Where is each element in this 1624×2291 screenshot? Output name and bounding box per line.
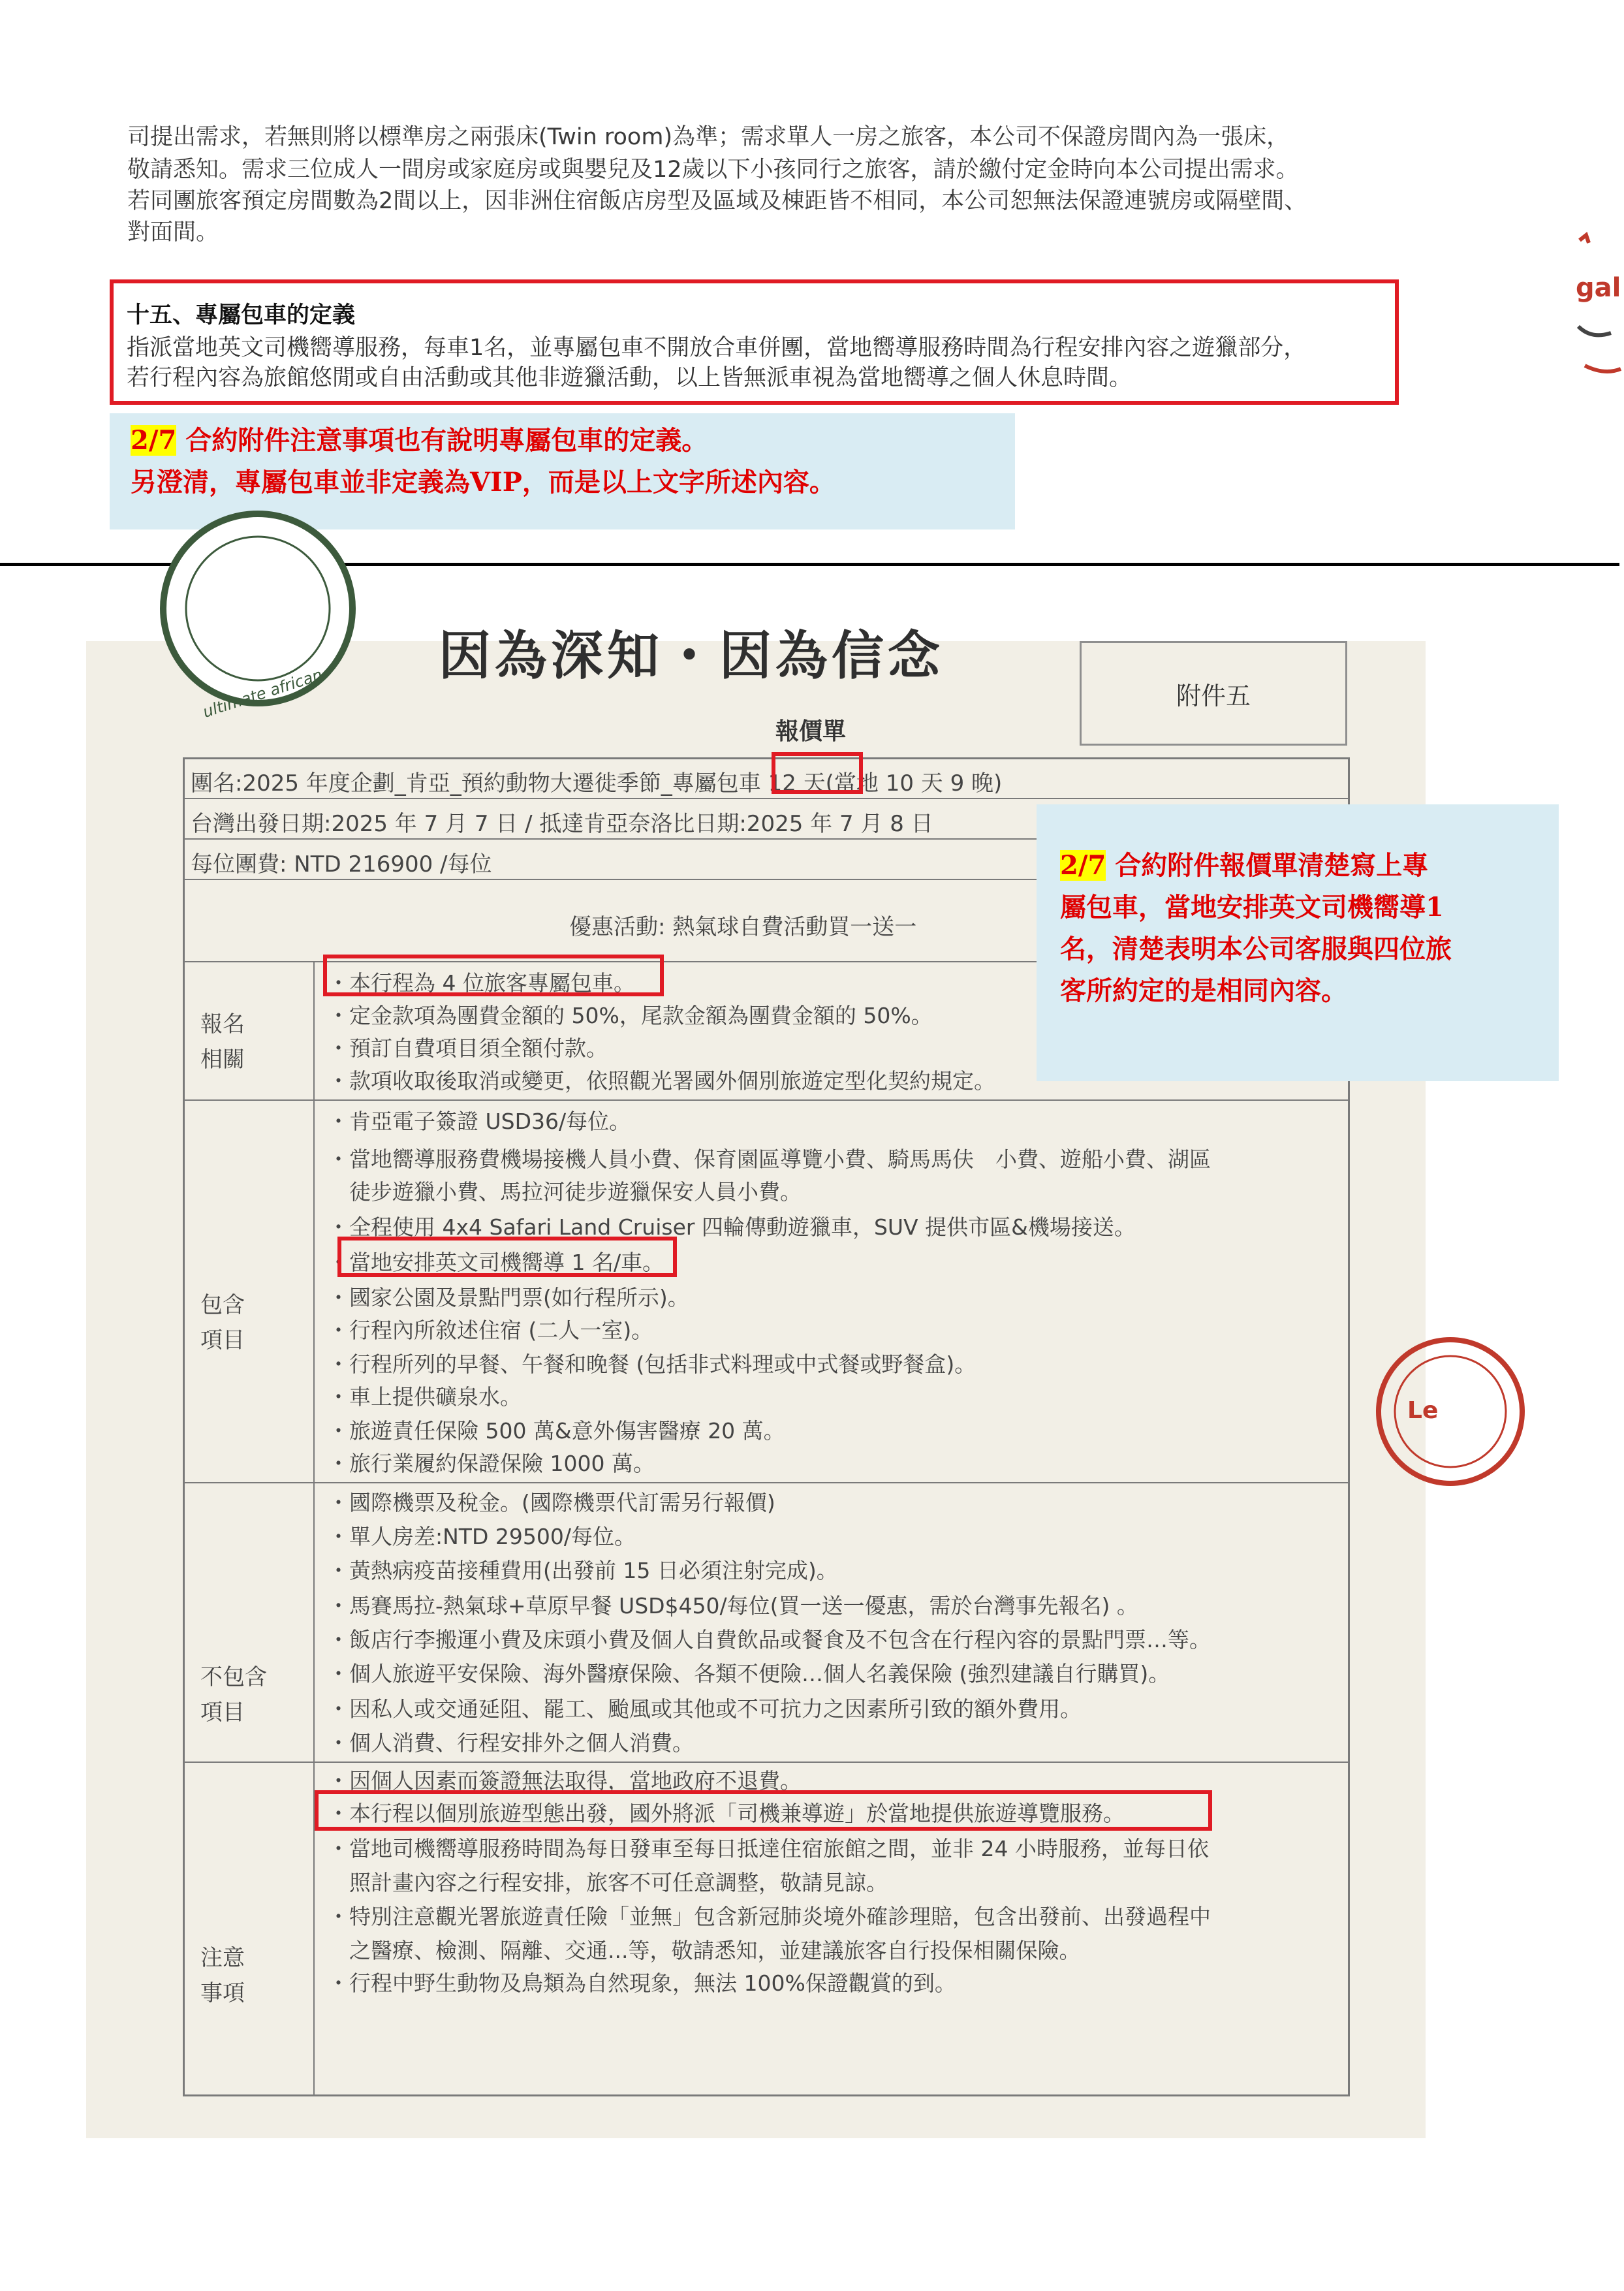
highlight-box-driver-guide <box>337 1237 677 1277</box>
list-item: ・飯店行李搬運小費及床頭小費及個人自費飲品或餐食及不包含在行程內容的景點門票…等。 <box>328 1627 1211 1652</box>
list-item: ・個人消費、行程安排外之個人消費。 <box>328 1730 694 1756</box>
contract-excerpt <box>110 111 1621 424</box>
list-item: ・當地司機嚮導服務時間為每日發車至每日抵達住宿旅館之間，並非 24 小時服務，並每日依 <box>328 1836 1209 1861</box>
section-15-highlight-box <box>110 279 1399 405</box>
edge-logo-text: gal <box>1576 273 1621 303</box>
highlight-box-private-car <box>772 752 863 794</box>
document-banner-title: 因為深知・因為信念 <box>439 625 944 686</box>
section-label-registration <box>200 1007 245 1077</box>
edge-logo-fragment <box>1572 229 1624 398</box>
note-date-marker: 2/7 <box>131 425 177 456</box>
list-item: ・旅行業履約保證保險 1000 萬。 <box>328 1451 655 1476</box>
note-text: 名，清楚表明本公司客服與四位旅 <box>1060 934 1452 964</box>
label-line: 包含 <box>200 1292 245 1318</box>
label-line: 注意 <box>200 1945 245 1971</box>
section-15-line: 指派當地英文司機嚮導服務，每車1名，並專屬包車不開放合車併團，當地嚮導服務時間為行程安排內容之遊獵部分， <box>127 335 1307 361</box>
label-line: 項目 <box>200 1327 245 1353</box>
list-item: ・馬賽馬拉-熱氣球+草原早餐 USD$450/每位(買一送一優惠，需於台灣事先報名) 。 <box>328 1593 1138 1619</box>
section-15-line: 若行程內容為旅館悠閒或自由活動或其他非遊獵活動，以上皆無派車視為當地嚮導之個人休息時間。 <box>127 365 1132 391</box>
tour-name: 團名:2025 年度企劃_肯亞_預約動物大遷徙季節_專屬包車 12 天(當地 10 天 9 晚) <box>191 770 1003 797</box>
list-item: ・款項收取後取消或變更，依照觀光署國外個別旅遊定型化契約規定。 <box>328 1068 995 1094</box>
company-stamp <box>1366 1327 1444 1496</box>
annex-label: 附件五 <box>1176 681 1251 710</box>
row-divider <box>183 798 1350 799</box>
list-item: ・本行程以個別旅遊型態出發，國外將派「司機兼導遊」於當地提供旅遊導覽服務。 <box>328 1801 1125 1826</box>
annotation-note-2 <box>1037 804 1559 1081</box>
list-item: ・國家公園及景點門票(如行程所示)。 <box>328 1285 689 1310</box>
label-line: 事項 <box>200 1980 245 2006</box>
list-item: ・定金款項為團費金額的 50%，尾款金額為團費金額的 50%。 <box>328 1003 933 1028</box>
list-item: ・旅遊責任保險 500 萬&意外傷害醫療 20 萬。 <box>328 1418 785 1444</box>
list-item: ・黃熱病疫苗接種費用(出發前 15 日必須注射完成)。 <box>328 1558 838 1583</box>
table-border <box>183 757 1350 759</box>
stamp-text: Le <box>1407 1397 1439 1424</box>
highlight-box-4-travelers <box>323 955 664 996</box>
excerpt-line: 司提出需求，若無則將以標準房之兩張床(Twin room)為準；需求單人一房之旅客，本公司不保證房間內為一張床， <box>127 124 1290 150</box>
annex-label-box <box>1080 641 1347 746</box>
list-item: ・個人旅遊平安保險、海外醫療保險、各類不便險…個人名義保險 (強烈建議自行購買)。 <box>328 1661 1170 1686</box>
list-item: ・行程內所敘述住宿 (二人一室)。 <box>328 1318 653 1343</box>
list-item: ・本行程為 4 位旅客專屬包車。 <box>328 970 635 996</box>
row-divider <box>183 1762 1350 1763</box>
list-item: ・肯亞電子簽證 USD36/每位。 <box>328 1109 631 1134</box>
note-text: 屬包車，當地安排英文司機嚮導1 <box>1060 892 1444 923</box>
highlight-box-driver-guide-service <box>315 1790 1212 1831</box>
list-item: ・行程中野生動物及鳥類為自然現象，無法 100%保證觀賞的到。 <box>328 1970 956 1996</box>
section-label-included <box>200 1288 245 1358</box>
note-text: 客所約定的是相同內容。 <box>1060 975 1347 1006</box>
list-item: ・國際機票及稅金。(國際機票代訂需另行報價) <box>328 1490 775 1515</box>
table-border <box>183 2094 1350 2096</box>
section-label-excluded <box>200 1660 267 1730</box>
list-item: ・車上提供礦泉水。 <box>328 1384 522 1410</box>
note-text: 合約附件注意事項也有說明專屬包車的定義。 <box>176 425 708 456</box>
list-item: ・因私人或交通延阻、罷工、颱風或其他或不可抗力之因素所引致的額外費用。 <box>328 1696 1082 1722</box>
note-text: 合約附件報價單清楚寫上專 <box>1106 850 1429 881</box>
label-line: 項目 <box>200 1699 245 1726</box>
tour-dates: 台灣出發日期:2025 年 7 月 7 日 / 抵達肯亞奈洛比日期:2025 年 7 月 8 日 <box>191 811 933 837</box>
list-item: ・因個人因素而簽證無法取得，當地政府不退費。 <box>328 1768 802 1793</box>
list-item: 之醫療、檢測、隔離、交通...等，敬請悉知，並建議旅客自行投保相關保險。 <box>328 1938 1081 1963</box>
logo-text: ultimate african <box>200 665 325 721</box>
note-date-marker: 2/7 <box>1060 850 1106 881</box>
list-item: ・特別注意觀光署旅遊責任險「並無」包含新冠肺炎境外確診理賠，包含出發前、出發過程中 <box>328 1904 1211 1929</box>
label-line: 相關 <box>200 1047 245 1073</box>
row-divider <box>183 1099 1350 1101</box>
table-border <box>183 757 185 2096</box>
excerpt-line: 對面間。 <box>127 219 219 245</box>
excerpt-line: 敬請悉知。需求三位成人一間房或家庭房或與嬰兒及12歲以下小孩同行之旅客，請於繳付定金時向本公司提出需求。 <box>127 157 1299 183</box>
list-item: ・當地嚮導服務費機場接機人員小費、保育園區導覽小費、騎馬馬伕 小費、遊船小費、湖區 <box>328 1146 1211 1172</box>
promotion: 優惠活動: 熱氣球自費活動買一送一 <box>569 914 917 940</box>
label-line: 報名 <box>200 1011 245 1037</box>
row-divider <box>183 1482 1350 1483</box>
list-item: 徒步遊獵小費、馬拉河徒步遊獵保安人員小費。 <box>328 1179 802 1205</box>
list-item: ・當地安排英文司機嚮導 1 名/車。 <box>328 1250 664 1275</box>
section-label-notes <box>200 1940 245 2011</box>
document-title: 報價單 <box>775 718 846 745</box>
list-item: ・全程使用 4x4 Safari Land Cruiser 四輪傳動遊獵車，SUV 提供市區&機場接送。 <box>328 1214 1136 1240</box>
label-line: 不包含 <box>200 1664 267 1690</box>
list-item: ・單人房差:NTD 29500/每位。 <box>328 1524 636 1549</box>
excerpt-line: 若同團旅客預定房間數為2間以上，因非洲住宿飯店房型及區域及棟距皆不相同，本公司恕無法保證連號房或隔壁間、 <box>127 188 1307 214</box>
list-item: 照計畫內容之行程安排，旅客不可任意調整，敬請見諒。 <box>328 1870 888 1895</box>
list-item: ・行程所列的早餐、午餐和晚餐 (包括非式料理或中式餐或野餐盒)。 <box>328 1351 976 1377</box>
section-15-title: 十五、專屬包車的定義 <box>127 302 356 328</box>
column-divider <box>313 961 315 2096</box>
list-item: ・預訂自費項目須全額付款。 <box>328 1035 608 1061</box>
tour-price: 每位團費: NTD 216900 /每位 <box>191 851 492 877</box>
note-text: 另澄清，專屬包車並非定義為VIP，而是以上文字所述內容。 <box>131 467 835 498</box>
